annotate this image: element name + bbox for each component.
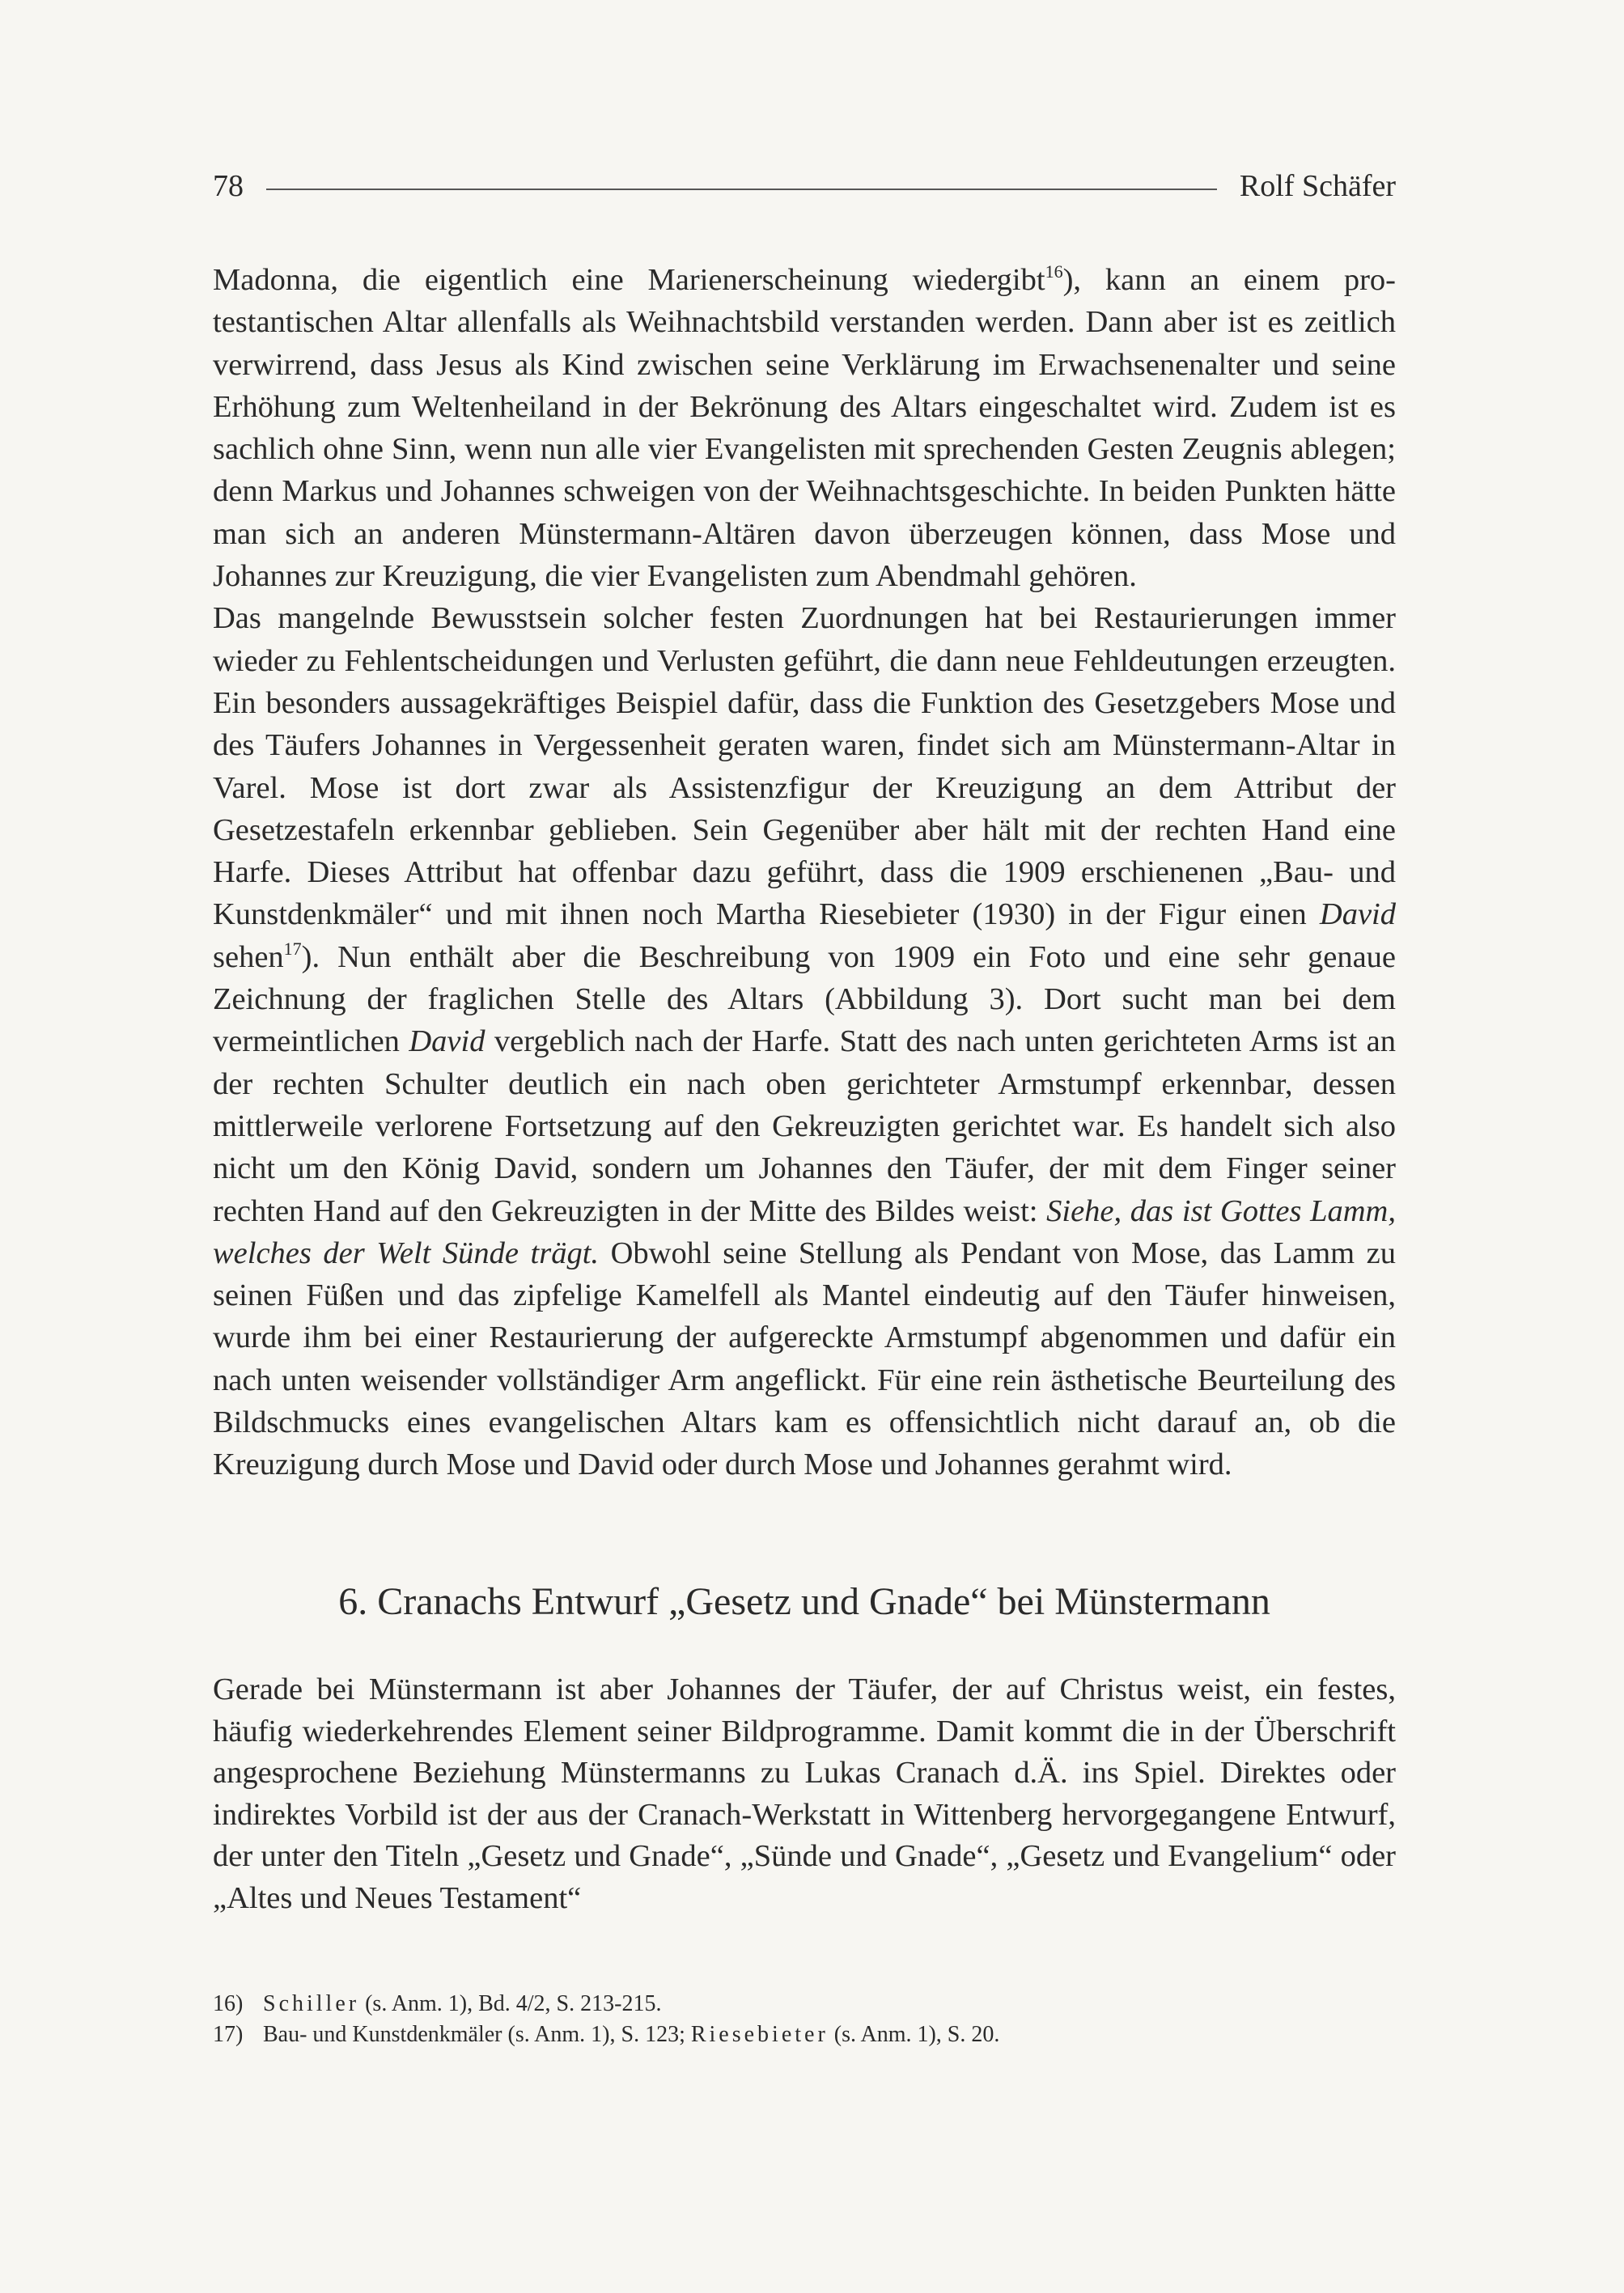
emphasis-david: David: [409, 1024, 486, 1059]
author-name: Schiller: [263, 1991, 360, 2016]
page-number: 78: [213, 169, 244, 203]
text-run: ), kann an einem protestantischen Altar allenfalls als Weihnachtsbild verstanden werden. Dann aber ist es zeitlich verwirrend, dass Jesus als Kind zwischen seine Verklärung im Erwachsenenalter und seine Erhöhung zum Weltenheiland in der Bekrönung des Altars eingeschaltet wird. Zudem ist es sachlich ohne Sinn, wenn nun alle vier Evangelisten mit sprechenden Gesten Zeugnis ablegen; denn Markus und Johannes schweigen von der Weihnachtsgeschichte. In beiden Punkten hätte man sich an anderen Münstermann-Altären davon überzeugen können, dass Mose und Johannes zur Kreuzigung, die vier Evangelisten zum Abendmahl gehören.: [213, 263, 1396, 594]
paragraph: [213, 259, 1396, 597]
footnote-ref-16: 16: [1045, 261, 1063, 282]
footnote-text: [263, 2020, 999, 2050]
running-header: [213, 162, 1396, 210]
bible-quote: Siehe, das ist Gottes Lamm, welches der Welt Sünde trägt.: [213, 1193, 1396, 1270]
text-run: sehen: [213, 939, 284, 974]
text-run: (s. Anm. 1), S. 20.: [828, 2022, 1000, 2047]
section-heading: 6. Cranachs Entwurf „Gesetz und Gnade“ bei Münstermann: [338, 1580, 1270, 1623]
text-run: (s. Anm. 1), Bd. 4/2, S. 213-215.: [359, 1991, 662, 2016]
text-run: Das mangelnde Bewusstsein solcher festen Zuordnungen hat bei Restaurierungen immer wieder zu Fehlentscheidungen und Verlusten geführt, die dann neue Fehldeutungen erzeugten. Ein besonders aussagekräftiges Beispiel dafür, dass die Funktion des Gesetzgebers Mose und des Täufers Johannes in Vergessenheit geraten waren, findet sich am Münstermann-Altar in Varel. Mose ist dort zwar als Assistenzfigur der Kreuzigung an dem Attribut der Gesetzestafeln erkennbar geblieben. Sein Gegenüber aber hält mit der rechten Hand eine Harfe. Dieses Attribut hat offenbar dazu geführt, dass die 1909 erschienenen „Bau- und Kunstdenkmäler“ und mit ihnen noch Martha Riesebieter (1930) in der Figur einen: [213, 601, 1396, 932]
text-run: Obwohl seine Stellung als Pendant von Mose, das Lamm zu seinen Füßen und das zipfelige Kamelfell als Mantel eindeutig auf den Täufer hinweisen, wurde ihm bei einer Restaurierung der aufgereckte Armstumpf abgenommen und dafür ein nach unten weisender vollständiger Arm angeflickt. Für eine rein ästhetische Beurteilung des Bildschmucks eines evangelischen Altars kam es offensichtlich nicht darauf an, ob die Kreuzigung durch Mose und David oder durch Mose und Johannes gerahmt wird.: [213, 1236, 1396, 1482]
text-run: ). Nun enthält aber die Beschreibung von 1909 ein Foto und eine sehr genaue Zeichnung der fraglichen Stelle des Altars (Abbildung 3). Dort sucht man bei dem vermeintlichen: [213, 939, 1396, 1059]
footnote-16: [213, 1989, 1396, 2020]
main-text: [213, 259, 1396, 1486]
text-run: Bau- und Kunstdenkmäler (s. Anm. 1), S. 123;: [263, 2022, 691, 2047]
paragraph: [213, 597, 1396, 1486]
paragraph: Gerade bei Münstermann ist aber Johannes der Täufer, der auf Christus weist, ein festes, häufig wiederkehrendes Element seiner Bildprogramme. Damit kommt die in der Überschrift angesprochene Beziehung Münstermanns zu Lukas Cranach d.Ä. ins Spiel. Direktes oder indirektes Vorbild ist der aus der Cranach-Werkstatt in Wittenberg hervorgegangene Entwurf, der unter den Titeln „Gesetz und Gnade“, „Sünde und Gnade“, „Gesetz und Evangelium“ oder „Altes und Neues Testament“: [213, 1672, 1396, 1915]
running-header-author: Rolf Schäfer: [1239, 169, 1396, 203]
footnote-text: [263, 1989, 661, 2020]
section-text: [213, 1669, 1396, 1919]
text-run: vergeblich nach der Harfe. Statt des nach unten gerichteten Arms ist an der rechten Schulter deutlich ein nach oben gerichteter Armstumpf erkennbar, dessen mittlerweile verlorene Fortsetzung auf den Gekreuzigten gerichtet war. Es handelt sich also nicht um den König David, sondern um Johannes den Täufer, der mit dem Finger seiner rechten Hand auf den Gekreuzigten in der Mitte des Bildes weist:: [213, 1024, 1396, 1228]
footnote-17: [213, 2020, 1396, 2050]
author-name: Riesebieter: [690, 2022, 829, 2047]
footnote-number: 16): [213, 1991, 244, 2016]
header-rule: [266, 189, 1217, 190]
footnote-number: 17): [213, 2022, 244, 2047]
footnote-ref-17: 17: [283, 938, 302, 959]
text-run: Madonna, die eigentlich eine Marienerscheinung wiedergibt: [213, 263, 1045, 297]
emphasis-david: David: [1319, 897, 1396, 932]
footnotes: [213, 1989, 1396, 2050]
